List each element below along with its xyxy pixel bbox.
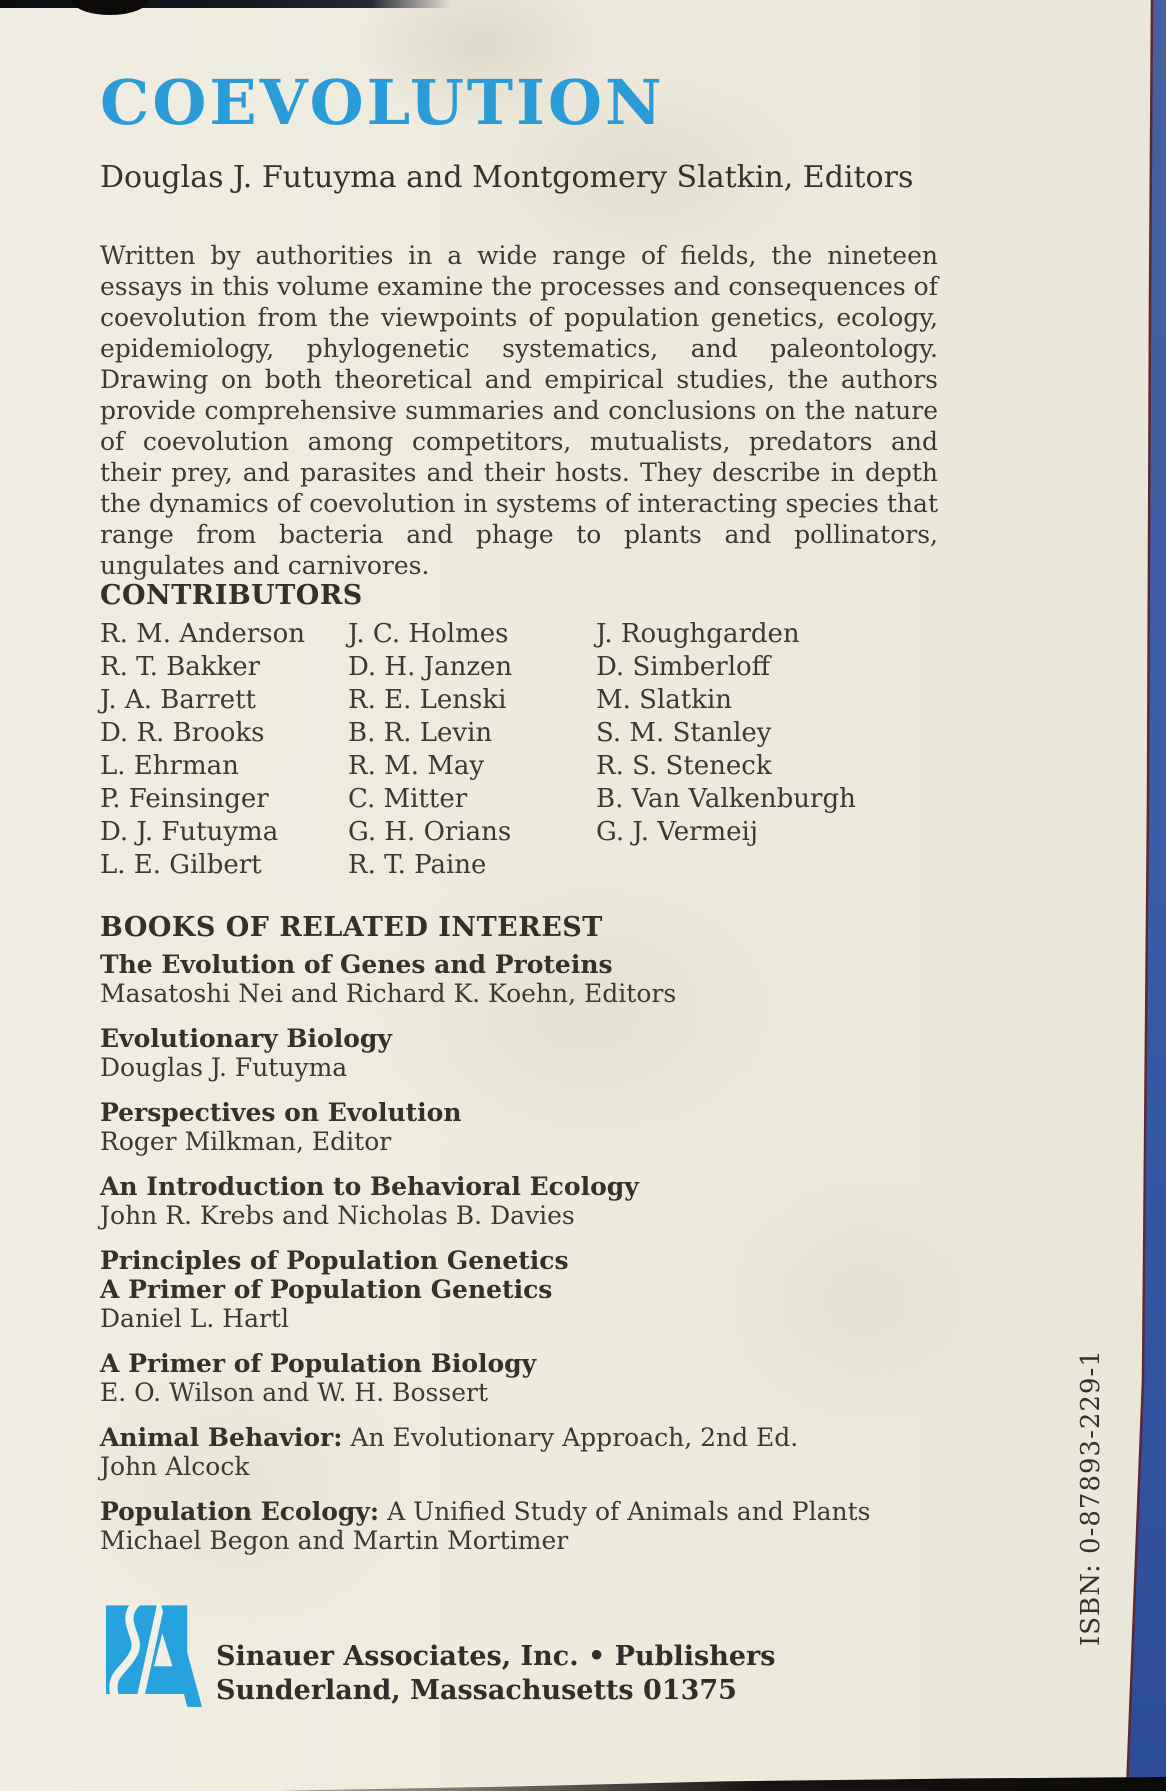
book-entry bbox=[100, 1172, 940, 1230]
publisher-name: Sinauer Associates, Inc. • Publishers bbox=[216, 1641, 776, 1672]
sinauer-logo bbox=[106, 1604, 202, 1712]
book-entry bbox=[100, 1024, 940, 1082]
book-entry-title: Evolutionary Biology bbox=[100, 1024, 392, 1053]
scan-ink-blot bbox=[72, 0, 148, 15]
book-entry-title-2: A Primer of Population Genetics bbox=[100, 1275, 553, 1304]
contributors-column-2 bbox=[348, 618, 596, 882]
book-entry bbox=[100, 950, 940, 1008]
book-entry-author: Masatoshi Nei and Richard K. Koehn, Editors bbox=[100, 979, 677, 1008]
book-entry-title: Animal Behavior: bbox=[100, 1423, 343, 1452]
book-entry-author: Daniel L. Hartl bbox=[100, 1304, 289, 1333]
contributor: M. Slatkin bbox=[596, 685, 733, 715]
contributor: J. C. Holmes bbox=[348, 619, 509, 649]
contributor: L. Ehrman bbox=[100, 751, 239, 781]
book-title: COEVOLUTION bbox=[100, 66, 665, 139]
contributor: D. J. Futuyma bbox=[100, 817, 279, 847]
book-entry-title: The Evolution of Genes and Proteins bbox=[100, 950, 613, 979]
contributor: J. A. Barrett bbox=[100, 685, 256, 715]
scan-bottom-shadow bbox=[0, 1775, 1166, 1791]
book-spine-edge bbox=[1120, 0, 1166, 1791]
contributor: C. Mitter bbox=[348, 784, 468, 814]
book-entry-title: A Primer of Population Biology bbox=[100, 1349, 537, 1378]
book-entry bbox=[100, 1497, 940, 1555]
contributor: S. M. Stanley bbox=[596, 718, 772, 748]
book-entry bbox=[100, 1246, 940, 1333]
contributor: D. H. Janzen bbox=[348, 652, 513, 682]
book-entry-title: Principles of Population Genetics bbox=[100, 1246, 569, 1275]
contributor: L. E. Gilbert bbox=[100, 850, 262, 880]
contributor: R. M. May bbox=[348, 751, 485, 781]
book-entry-author: Douglas J. Futuyma bbox=[100, 1053, 348, 1082]
book-entry-author: Michael Begon and Martin Mortimer bbox=[100, 1526, 569, 1555]
book-entry-title: Perspectives on Evolution bbox=[100, 1098, 462, 1127]
publisher-block bbox=[216, 1640, 775, 1708]
book-entry-author: John Alcock bbox=[100, 1452, 250, 1481]
contributors-list bbox=[100, 618, 960, 882]
editors-line: Douglas J. Futuyma and Montgomery Slatkin, Editors bbox=[100, 160, 914, 195]
publisher-address: Sunderland, Massachusetts 01375 bbox=[216, 1675, 737, 1706]
scan-top-edge bbox=[0, 0, 452, 8]
book-entry-subtitle: A Unified Study of Animals and Plants bbox=[379, 1497, 871, 1526]
contributor: R. T. Paine bbox=[348, 850, 487, 880]
related-books-heading: BOOKS OF RELATED INTEREST bbox=[100, 912, 603, 943]
contributor: G. H. Orians bbox=[348, 817, 512, 847]
book-entry-title: Population Ecology: bbox=[100, 1497, 380, 1526]
book-entry-author: John R. Krebs and Nicholas B. Davies bbox=[100, 1201, 575, 1230]
contributor: D. R. Brooks bbox=[100, 718, 265, 748]
book-entry bbox=[100, 1098, 940, 1156]
related-books-list bbox=[100, 950, 940, 1571]
contributor: R. E. Lenski bbox=[348, 685, 507, 715]
contributor: R. T. Bakker bbox=[100, 652, 261, 682]
book-entry bbox=[100, 1423, 940, 1481]
contributor: G. J. Vermeij bbox=[596, 817, 758, 847]
contributors-column-3 bbox=[596, 618, 916, 882]
book-entry-author: E. O. Wilson and W. H. Bossert bbox=[100, 1378, 488, 1407]
book-entry-subtitle: An Evolutionary Approach, 2nd Ed. bbox=[342, 1423, 799, 1452]
isbn-label: ISBN: 0-87893-229-1 bbox=[1076, 1349, 1106, 1646]
contributor: P. Feinsinger bbox=[100, 784, 269, 814]
book-entry bbox=[100, 1349, 940, 1407]
contributor: B. R. Levin bbox=[348, 718, 493, 748]
contributor: B. Van Valkenburgh bbox=[596, 784, 856, 814]
contributor: D. Simberloff bbox=[596, 652, 771, 682]
back-cover-blurb: Written by authorities in a wide range of fields, the nineteen essays in this volume examine the processes and consequences of coevolution from the viewpoints of population genetics, ecology, epidemiology, phylogenetic systematics, and paleontology. Drawing on both theoretical and empirical studies, the authors provide comprehensive summaries and conclusions on the nature of coevolution among competitors, mutualists, predators and their prey, and parasites and their hosts. They describe in depth the dynamics of coevolution in systems of interacting species that range from bacteria and phage to plants and pollinators, ungulates and carnivores. bbox=[100, 241, 938, 580]
contributor: J. Roughgarden bbox=[596, 619, 800, 649]
contributors-column-1 bbox=[100, 618, 348, 882]
contributor: R. S. Steneck bbox=[596, 751, 772, 781]
contributor: R. M. Anderson bbox=[100, 619, 305, 649]
book-entry-author: Roger Milkman, Editor bbox=[100, 1127, 392, 1156]
contributors-heading: CONTRIBUTORS bbox=[100, 580, 363, 611]
book-entry-title: An Introduction to Behavioral Ecology bbox=[100, 1172, 639, 1201]
